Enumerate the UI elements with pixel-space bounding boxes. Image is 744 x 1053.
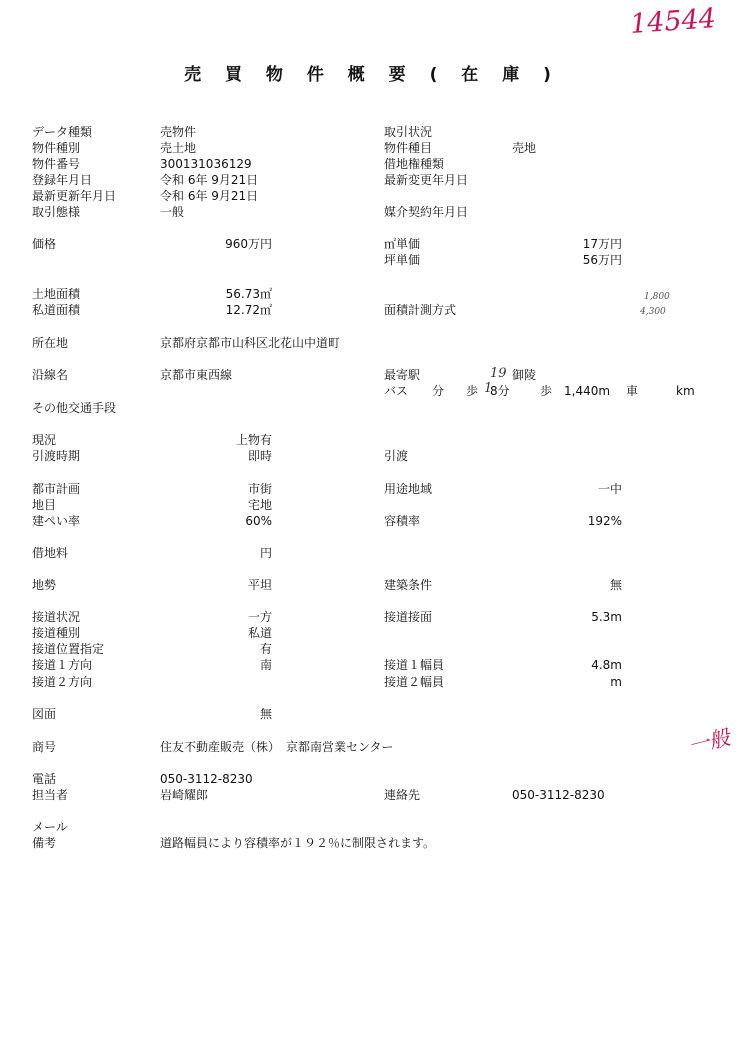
- price-per-sqm-value: 17万円: [582, 237, 622, 251]
- trade-mode-label: 取引態様: [32, 205, 81, 219]
- registered-date-value: 令和 6年 9月21日: [160, 173, 259, 187]
- property-number-value: 300131036129: [160, 157, 252, 171]
- contact-label: 連絡先: [384, 788, 421, 802]
- handwritten-number: 14544: [629, 3, 717, 40]
- transport-car: 車: [626, 384, 639, 398]
- handover-label: 引渡: [384, 449, 409, 463]
- use-zone-value: 一中: [597, 482, 622, 496]
- current-status-value: 上物有: [235, 433, 272, 447]
- location-value: 京都府京都市山科区北花山中道町: [160, 336, 341, 350]
- latest-change-date-label: 最新変更年月日: [384, 173, 469, 187]
- trade-status-label: 取引状況: [384, 125, 433, 139]
- handwritten-note-1: 1,800: [644, 292, 670, 302]
- data-type-label: データ種類: [32, 125, 93, 139]
- line-name-label: 沿線名: [32, 368, 69, 382]
- transport-walk-2: 歩: [540, 384, 553, 398]
- brokerage-contract-date-label: 媒介契約年月日: [384, 205, 469, 219]
- use-zone-label: 用途地域: [384, 482, 433, 496]
- price-label: 価格: [32, 237, 57, 251]
- price-per-tsubo-label: 坪単価: [384, 253, 421, 267]
- city-planning-value: 市街: [247, 482, 272, 496]
- handover-time-value: 即時: [247, 449, 272, 463]
- remarks-label: 備考: [32, 836, 57, 850]
- property-item-value: 売地: [512, 141, 537, 155]
- road2-width-value: m: [610, 675, 622, 689]
- line-name-value: 京都市東西線: [160, 368, 233, 382]
- registered-date-label: 登録年月日: [32, 173, 93, 187]
- person-in-charge-label: 担当者: [32, 788, 69, 802]
- current-status-label: 現況: [32, 433, 57, 447]
- land-category-value: 宅地: [247, 498, 272, 512]
- data-type-value: 売物件: [160, 125, 197, 139]
- building-conditions-label: 建築条件: [384, 578, 433, 592]
- handwritten-note-2: 4,300: [640, 307, 666, 317]
- handwritten-bus-digit: 1: [484, 381, 493, 396]
- handover-time-label: 引渡時期: [32, 449, 81, 463]
- trade-mode-value: 一般: [160, 205, 185, 219]
- road-status-value: 一方: [247, 610, 272, 624]
- road-type-value: 私道: [247, 626, 272, 640]
- handwritten-station-minutes: 19: [490, 366, 507, 381]
- ground-rent-value: 円: [259, 546, 272, 560]
- drawing-value: 無: [259, 707, 272, 721]
- latest-update-date-label: 最新更新年月日: [32, 189, 117, 203]
- coverage-ratio-label: 建ぺい率: [32, 514, 81, 528]
- leasehold-type-label: 借地権種類: [384, 157, 445, 171]
- area-measurement-label: 面積計測方式: [384, 303, 457, 317]
- road1-direction-value: 南: [259, 658, 272, 672]
- transport-min: 分: [432, 384, 445, 398]
- road2-direction-label: 接道２方向: [32, 675, 93, 689]
- building-conditions-value: 無: [609, 578, 622, 592]
- road-status-label: 接道状況: [32, 610, 81, 624]
- private-road-area-value: 12.72㎡: [225, 303, 272, 317]
- coverage-ratio-value: 60%: [245, 514, 272, 528]
- transport-bus: バス: [384, 384, 409, 398]
- trade-name-label: 商号: [32, 740, 57, 754]
- road2-width-label: 接道２幅員: [384, 675, 445, 689]
- land-area-label: 土地面積: [32, 287, 81, 301]
- terrain-value: 平坦: [247, 578, 272, 592]
- property-class-label: 物件種別: [32, 141, 81, 155]
- road-position-value: 有: [259, 642, 272, 656]
- road-type-label: 接道種別: [32, 626, 81, 640]
- private-road-area-label: 私道面積: [32, 303, 81, 317]
- price-per-sqm-label: ㎡単価: [384, 237, 421, 251]
- ground-rent-label: 借地料: [32, 546, 69, 560]
- contact-value: 050-3112-8230: [512, 788, 605, 802]
- transport-walk-1: 歩: [466, 384, 479, 398]
- terrain-label: 地勢: [32, 578, 57, 592]
- land-area-value: 56.73㎡: [225, 287, 272, 301]
- trade-name-value: 住友不動産販売（株） 京都南営業センター: [160, 740, 394, 754]
- road1-width-label: 接道１幅員: [384, 658, 445, 672]
- price-value: 960万円: [225, 237, 272, 251]
- person-in-charge-value: 岩崎耀郎: [160, 788, 209, 802]
- phone-value: 050-3112-8230: [160, 772, 253, 786]
- property-number-label: 物件番号: [32, 157, 81, 171]
- location-label: 所在地: [32, 336, 69, 350]
- latest-update-date-value: 令和 6年 9月21日: [160, 189, 259, 203]
- transport-walk-minutes: 8分: [490, 384, 510, 398]
- transport-distance: 1,440m: [564, 384, 611, 398]
- nearest-station-value: 御陵: [512, 368, 537, 382]
- property-item-label: 物件種目: [384, 141, 433, 155]
- phone-label: 電話: [32, 772, 57, 786]
- floor-area-ratio-value: 192%: [587, 514, 622, 528]
- nearest-station-label: 最寄駅: [384, 368, 421, 382]
- road1-direction-label: 接道１方向: [32, 658, 93, 672]
- remarks-value: 道路幅員により容積率が１９２％に制限されます。: [160, 836, 436, 850]
- email-label: メール: [32, 820, 68, 834]
- page-title: 売 買 物 件 概 要 ( 在 庫 ): [184, 65, 560, 85]
- road-frontage-value: 5.3m: [591, 610, 622, 624]
- floor-area-ratio-label: 容積率: [384, 514, 421, 528]
- land-category-label: 地目: [32, 498, 57, 512]
- other-transport-label: その他交通手段: [32, 401, 117, 415]
- road1-width-value: 4.8m: [591, 658, 622, 672]
- handwritten-margin-mark: 一般: [685, 725, 733, 759]
- road-frontage-label: 接道接面: [384, 610, 433, 624]
- property-class-value: 売土地: [160, 141, 197, 155]
- transport-km: km: [676, 384, 695, 398]
- city-planning-label: 都市計画: [32, 482, 81, 496]
- road-position-label: 接道位置指定: [32, 642, 105, 656]
- drawing-label: 図面: [32, 707, 57, 721]
- price-per-tsubo-value: 56万円: [582, 253, 622, 267]
